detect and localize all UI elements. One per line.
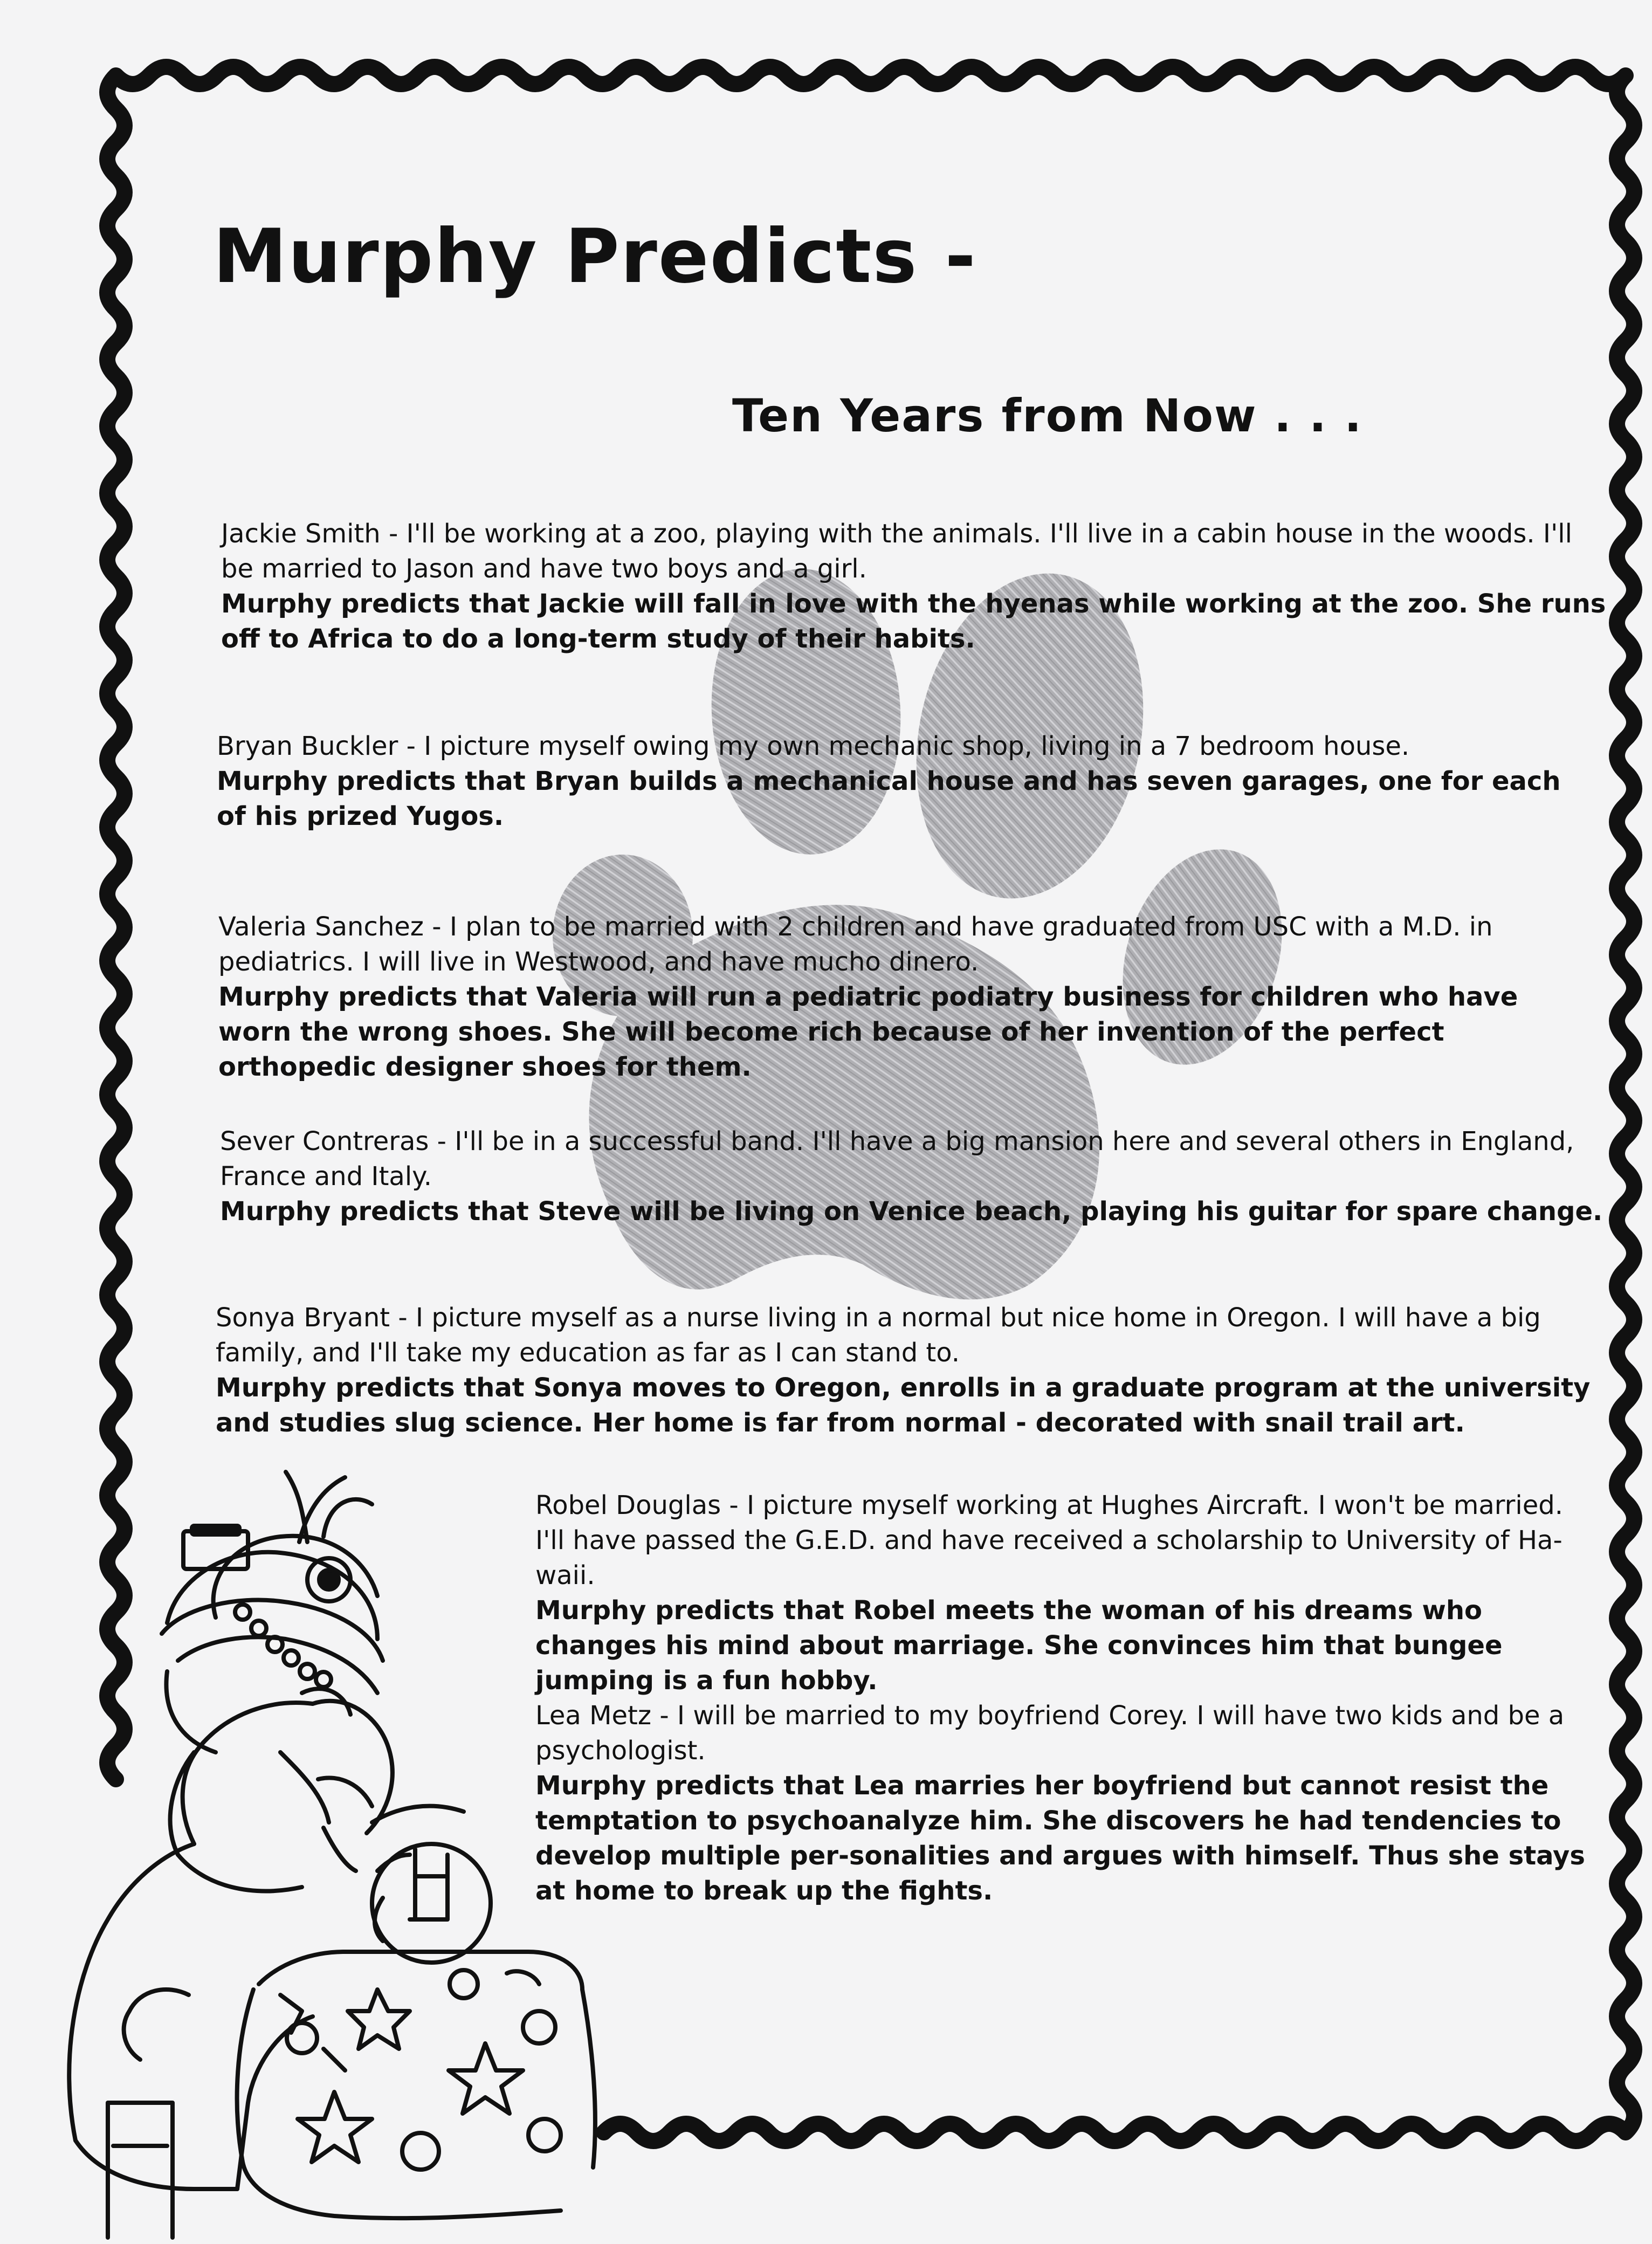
murphy-prediction: Murphy predicts that Lea marries her boyfriend but cannot resist the temptation to psychoanalyze him. She discovers he had tendencies to develop multiple per-sonalities and argues with himself. Thus she stays at home to break up the fights. [535,1771,1585,1906]
prediction-entry [535,1698,1603,1909]
student-quote: Robel Douglas - I picture myself working at Hughes Aircraft. I won't be married. I'll have passed the G.E.D. and have received a scholarship to University of Ha-waii. [535,1490,1563,1591]
murphy-prediction: Murphy predicts that Jackie will fall in love with the hyenas while working at the zoo. She runs off to Africa to do a long-term study of their habits. [221,589,1606,654]
student-quote: Lea Metz - I will be married to my boyfriend Corey. I will have two kids and be a psychologist. [535,1701,1565,1766]
student-quote: Jackie Smith - I'll be working at a zoo, playing with the animals. I'll live in a cabin house in the woods. I'll be married to Jason and have two boys and a girl. [221,519,1572,584]
murphy-prediction: Murphy predicts that Valeria will run a pediatric podiatry business for children who have worn the wrong shoes. She will become rich because of her invention of the perfect orthopedic designer shoes for them. [218,982,1518,1082]
murphy-prediction: Murphy predicts that Robel meets the woman of his dreams who changes his mind about marriage. She convinces him that bungee jumping is a fun hobby. [535,1595,1503,1696]
prediction-entry [221,517,1607,657]
student-quote: Sonya Bryant - I picture myself as a nurse living in a normal but nice home in Oregon. I will have a big family, and I'll take my education as far as I can stand to. [216,1303,1541,1368]
murphy-prediction: Murphy predicts that Steve will be living on Venice beach, playing his guitar for spare change. [220,1196,1603,1227]
prediction-entry [218,910,1599,1085]
prediction-entry [535,1488,1592,1698]
prediction-entry [217,729,1586,834]
prediction-entry [216,1300,1596,1441]
prediction-entry [220,1124,1611,1229]
page-title: Murphy Predicts - [213,213,977,300]
student-quote: Sever Contreras - I'll be in a successful band. I'll have a big mansion here and several others in England, France and Italy. [220,1126,1574,1192]
page-subtitle: Ten Years from Now . . . [732,389,1363,442]
murphy-prediction: Murphy predicts that Sonya moves to Oregon, enrolls in a graduate program at the university and studies slug science. Her home is far from normal - decorated with snail trail art. [216,1373,1591,1438]
student-quote: Bryan Buckler - I picture myself owing my own mechanic shop, living in a 7 bedroom house. [217,731,1410,761]
murphy-prediction: Murphy predicts that Bryan builds a mechanical house and has seven garages, one for each of his prized Yugos. [217,766,1561,831]
student-quote: Valeria Sanchez - I plan to be married with 2 children and have graduated from USC with a M.D. in pediatrics. I will live in Westwood, and have mucho dinero. [218,912,1493,977]
